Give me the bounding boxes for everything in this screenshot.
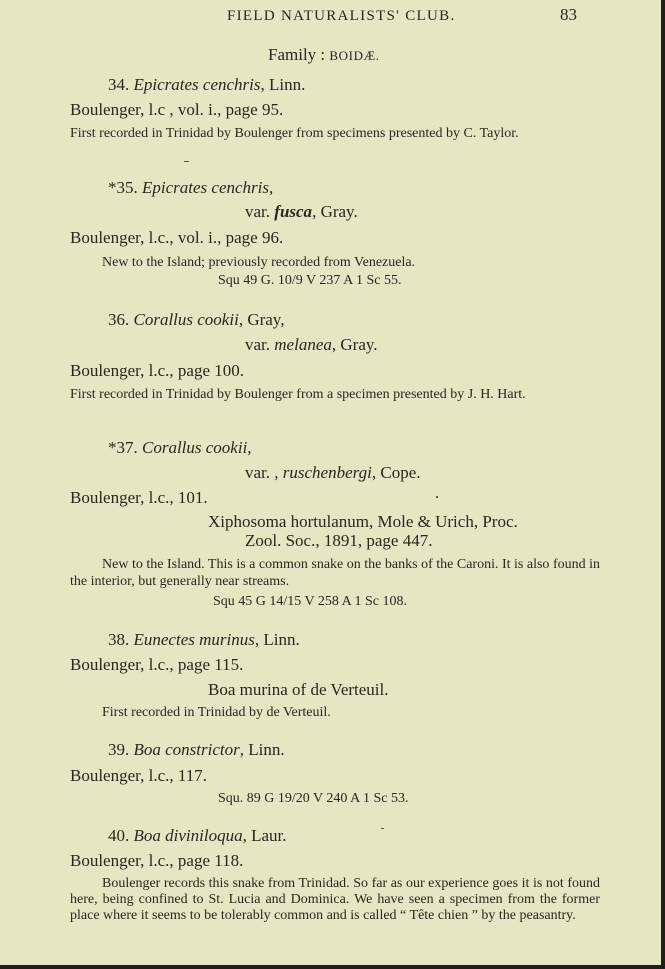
running-title: FIELD NATURALISTS' CLUB. [227,8,456,24]
variety-line [245,463,421,483]
synonym-line: Zool. Soc., 1891, page 447. [245,531,433,550]
reference-line: Boulenger, l.c., vol. i., page 96. [70,228,284,247]
variety-authority: , Gray. [331,335,378,354]
species-heading [108,178,273,198]
entry-number: 39. [108,740,130,759]
page-number: 83 [560,5,577,24]
variety-name: fusca [274,202,313,221]
family-label: Family : [268,45,326,64]
note-line: First recorded in Trinidad by de Verteuil. [102,705,331,720]
variety-line [245,335,378,355]
synonym-line: Xiphosoma hortulanum, Mole & Urich, Proc. [208,512,518,531]
reference-line: Boulenger, l.c., page 100. [70,361,244,380]
variety-name: ruschenbergi [282,463,372,482]
entry-number: 36. [108,310,130,329]
note-line: New to the Island; previously recorded from Venezuela. [102,255,416,270]
reference-line: Boulenger, l.c., 117. [70,766,208,785]
stray-mark [381,828,384,829]
variety-authority: , Cope. [371,463,421,482]
variety-prefix: var. [245,335,271,354]
species-name: Corallus cookii, [142,438,252,457]
species-authority: , Linn. [239,740,285,759]
species-name: Corallus cookii [133,310,239,329]
variety-name: melanea [274,335,332,354]
synonym-line: Boa murina of de Verteuil. [208,680,389,699]
entry-number: *35. [108,178,138,197]
species-heading [108,438,252,458]
note-paragraph: First recorded in Trinidad by Boulenger from a specimen presented by J. H. Hart. [70,387,526,402]
note-paragraph: Boulenger records this snake from Trinidad. So far as our experience goes it is not found here, being confined to St. Lucia and Dominica. We have seen a specimen from the former place where it seems to be tolerably common and is called “ Tête chien ” by the peasantry. [70,876,600,923]
reference-line: Boulenger, l.c , vol. i., page 95. [70,100,284,119]
reference-line: Boulenger, l.c., page 115. [70,655,244,674]
species-name: Epicrates cenchris, [142,178,274,197]
note-paragraph: New to the Island. This is a common snake on the banks of the Caroni. It is also found in the interior, but generally near streams. [70,557,600,589]
species-name: Boa diviniloqua [133,826,243,845]
entry-number: 38. [108,630,130,649]
stray-mark [436,496,438,498]
species-name: Boa constrictor [133,740,240,759]
scale-count: Squ 49 G. 10/9 V 237 A 1 Sc 55. [218,273,402,288]
note-paragraph: First recorded in Trinidad by Boulenger from specimens presented by C. Taylor. [70,126,519,141]
variety-authority: , Gray. [312,202,358,221]
variety-prefix: var. , [245,463,279,482]
reference-line: Boulenger, l.c., 101. [70,488,208,507]
entry-number: 40. [108,826,130,845]
species-heading [108,826,286,846]
species-authority: , Gray, [238,310,285,329]
species-authority: , Linn. [254,630,300,649]
family-heading [268,45,380,65]
entry-number: 34. [108,75,130,94]
species-heading [108,310,284,330]
species-heading [108,630,300,650]
scale-count: Squ. 89 G 19/20 V 240 A 1 Sc 53. [218,791,409,806]
entry-number: *37. [108,438,138,457]
reference-line: Boulenger, l.c., page 118. [70,851,244,870]
species-authority: , Linn. [260,75,306,94]
species-heading [108,75,305,95]
variety-prefix: var. [245,202,271,221]
variety-line [245,202,358,222]
species-name: Eunectes murinus [133,630,255,649]
scale-count: Squ 45 G 14/15 V 258 A 1 Sc 108. [213,594,407,609]
species-heading [108,740,285,760]
species-authority: , Laur. [242,826,287,845]
family-name: BOIDÆ. [329,48,380,63]
stray-mark [184,161,189,162]
species-name: Epicrates cenchris [133,75,261,94]
